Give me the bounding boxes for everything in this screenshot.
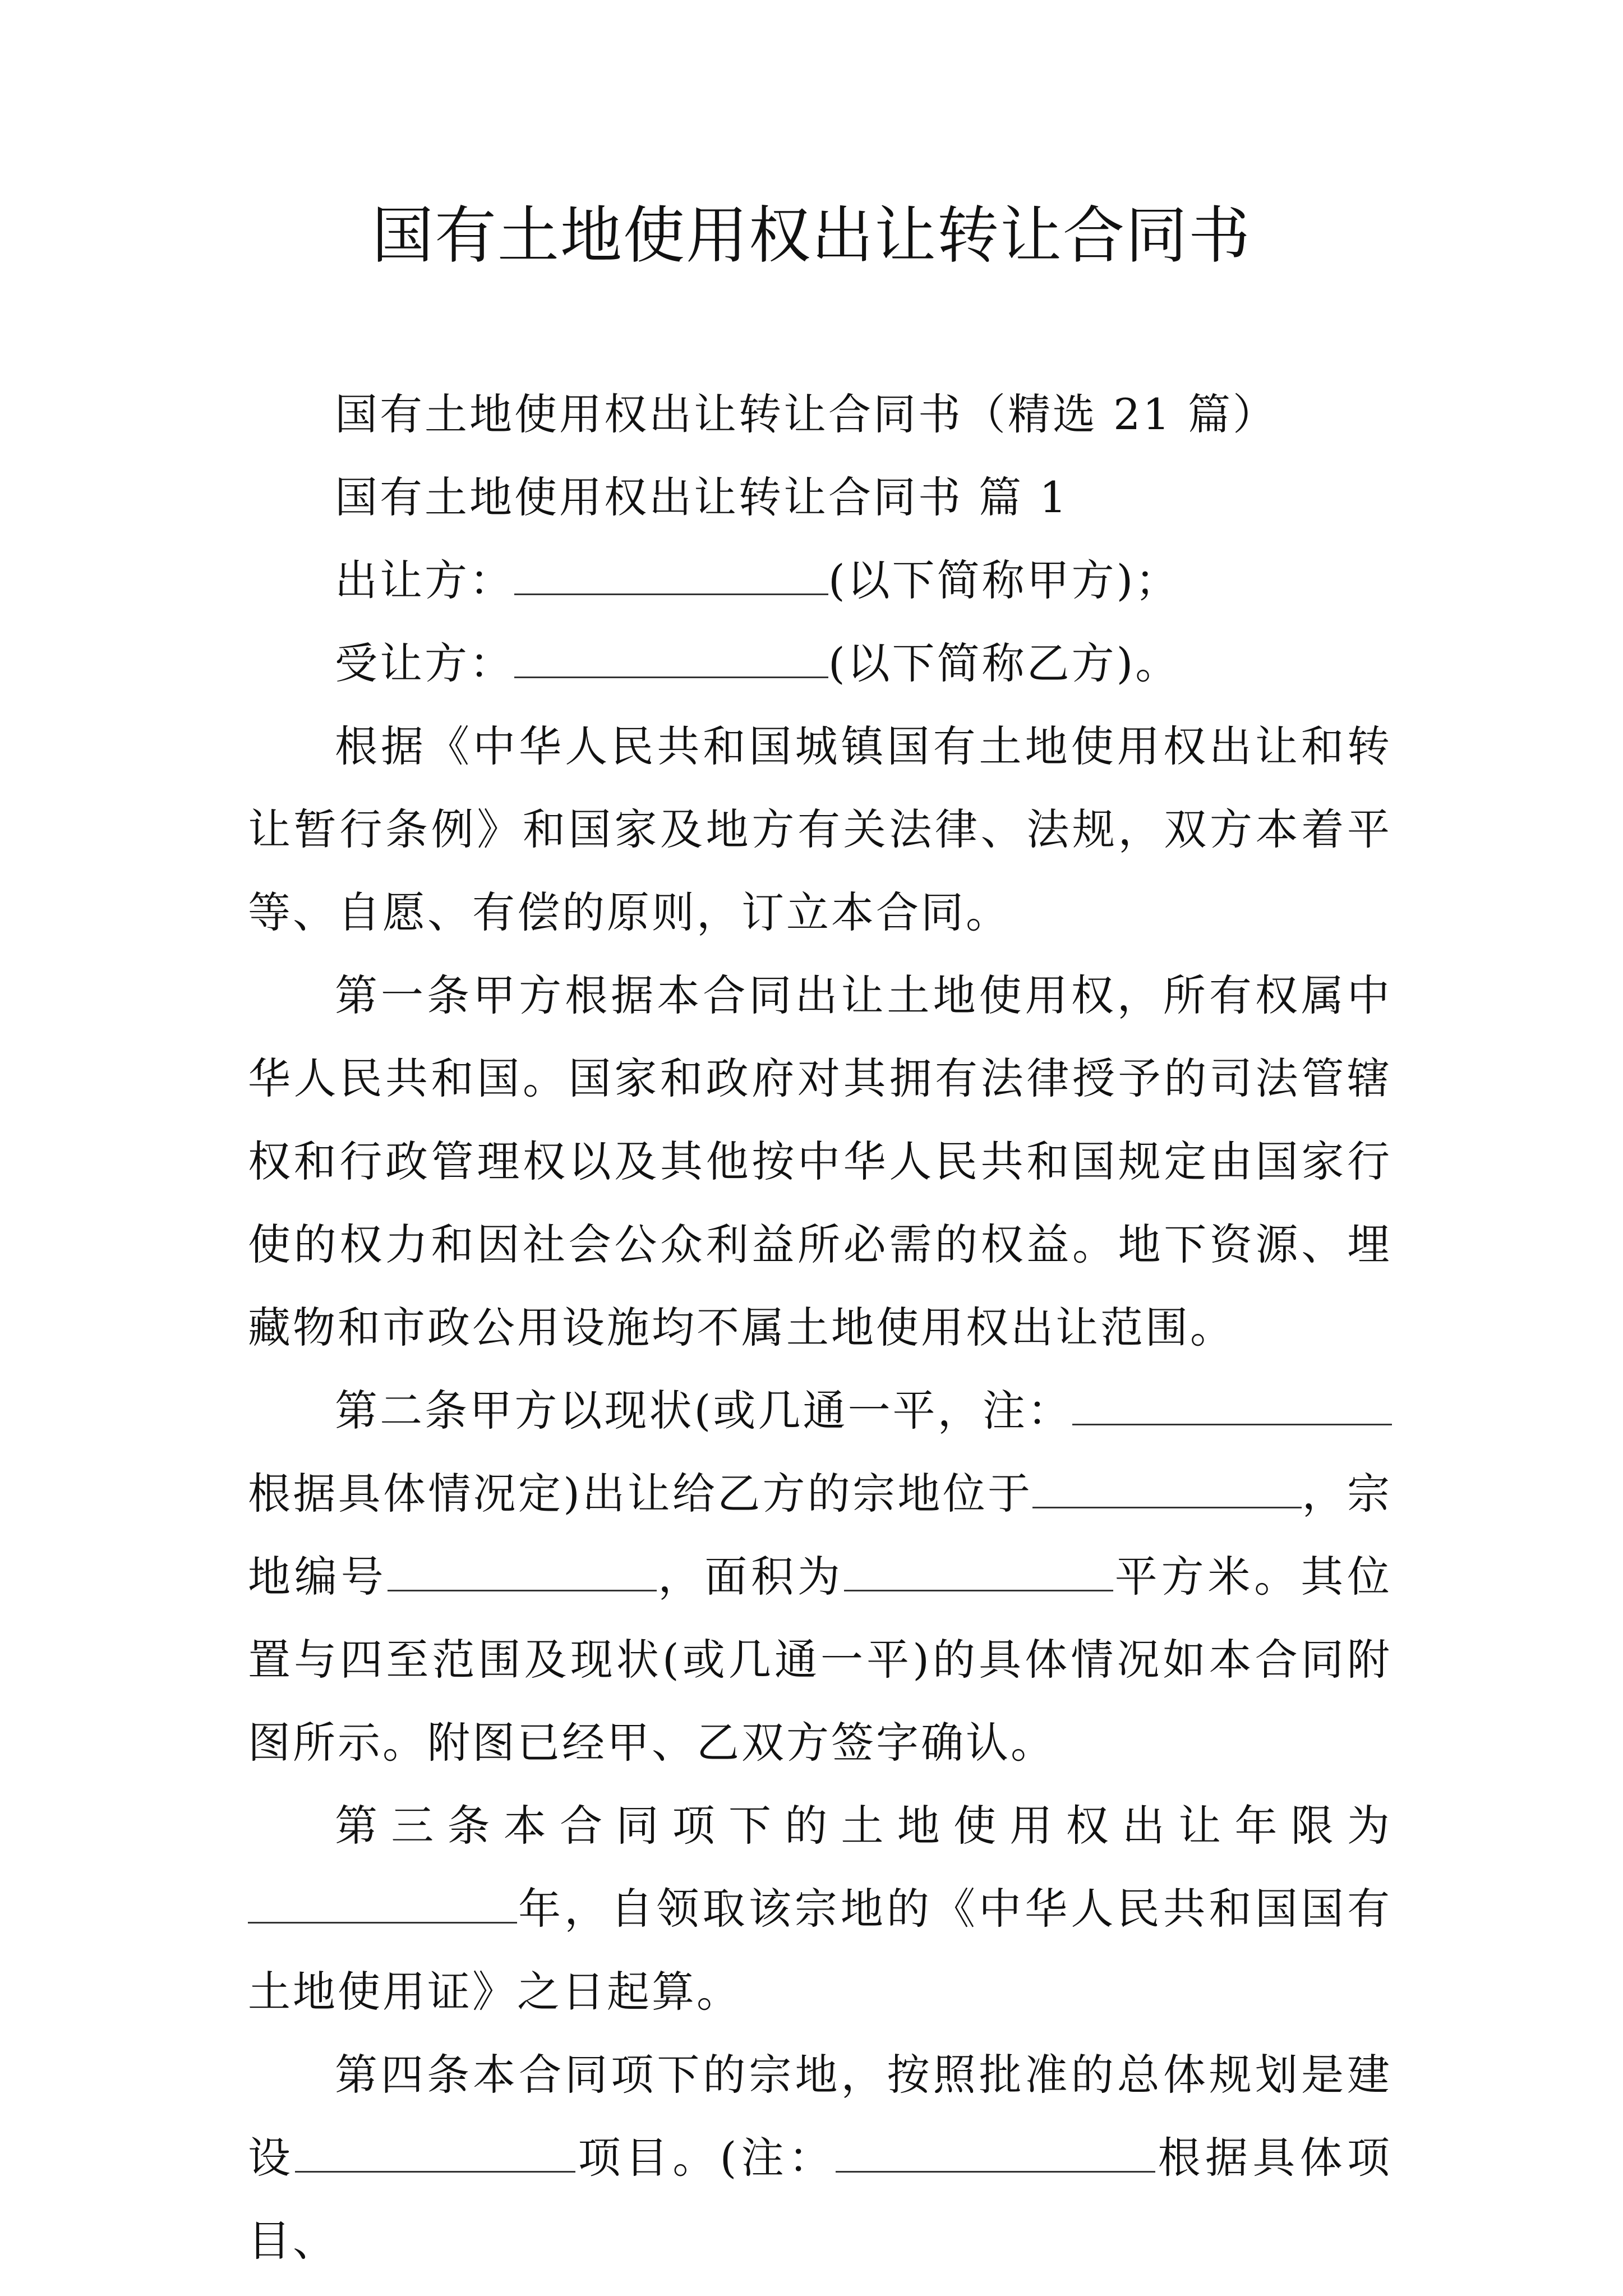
article-4-paragraph <box>248 2033 1392 2283</box>
document-body <box>248 373 1392 2283</box>
article-3-part2: 年，自领取该宗地的《中华人民共和国国有土地使用证》之日起算。 <box>248 1884 1392 2017</box>
party-a-blank <box>514 559 828 595</box>
article-4-blank-note <box>836 2136 1155 2173</box>
article-3-part1: 第三条本合同项下的土地使用权出让年限为 <box>335 1801 1392 1851</box>
article-4-blank-project <box>295 2136 575 2173</box>
article-2-blank-location <box>1032 1472 1302 1508</box>
article-2-blank-number <box>388 1555 657 1591</box>
article-3-blank-years <box>248 1887 517 1924</box>
article-2-part3: ，宗地编号 <box>248 1469 1392 1602</box>
article-4-part2: 项目。(注： <box>575 2133 836 2183</box>
party-b-suffix: (以下简称乙方)。 <box>828 638 1181 688</box>
party-b-blank <box>514 642 828 678</box>
party-b-label: 受让方： <box>335 638 514 688</box>
party-b-line <box>248 622 1392 705</box>
party-a-line <box>248 539 1392 622</box>
article-1-paragraph: 第一条甲方根据本合同出让土地使用权，所有权属中华人民共和国。国家和政府对其拥有法律授予的司法管辖权和行政管理权以及其他按中华人民共和国规定由国家行使的权力和因社会公众利益所必需的权益。地下资源、埋藏物和市政公用设施均不属土地使用权出让范围。 <box>248 970 1392 1352</box>
article-2-blank-note <box>1072 1389 1392 1425</box>
document-title: 国有土地使用权出让转让合同书 <box>372 200 1251 272</box>
article-2-part2: 根据具体情况定)出让给乙方的宗地位于 <box>248 1469 1033 1519</box>
article-4-part1: 第四条本合同项下的宗地，按照批准的总体规划是建设 <box>248 2050 1392 2183</box>
preamble-paragraph: 根据《中华人民共和国城镇国有土地使用权出让和转让暂行条例》和国家及地方有关法律、法规，双方本着平等、自愿、有偿的原则，订立本合同。 <box>248 721 1392 937</box>
article-2-part1: 第二条甲方以现状(或几通一平，注： <box>335 1386 1072 1435</box>
section-heading: 国有土地使用权出让转让合同书 篇 1 <box>335 472 1069 522</box>
party-a-label: 出让方： <box>335 555 514 605</box>
document-subtitle: 国有土地使用权出让转让合同书（精选 21 篇） <box>335 389 1278 439</box>
article-2-part5: 平方米。其位置与四至范围及现状(或几通一平)的具体情况如本合同附图所示。附图已经甲、乙双方签字确认。 <box>248 1552 1393 1768</box>
article-4-part3: 根据具体项目、 <box>248 2133 1393 2266</box>
article-2-paragraph <box>248 1369 1392 1784</box>
article-2-part4: ，面积为 <box>656 1552 844 1602</box>
article-2-blank-area <box>844 1555 1113 1591</box>
article-3-paragraph <box>248 1784 1392 2033</box>
party-a-suffix: (以下简称甲方)； <box>828 555 1181 605</box>
